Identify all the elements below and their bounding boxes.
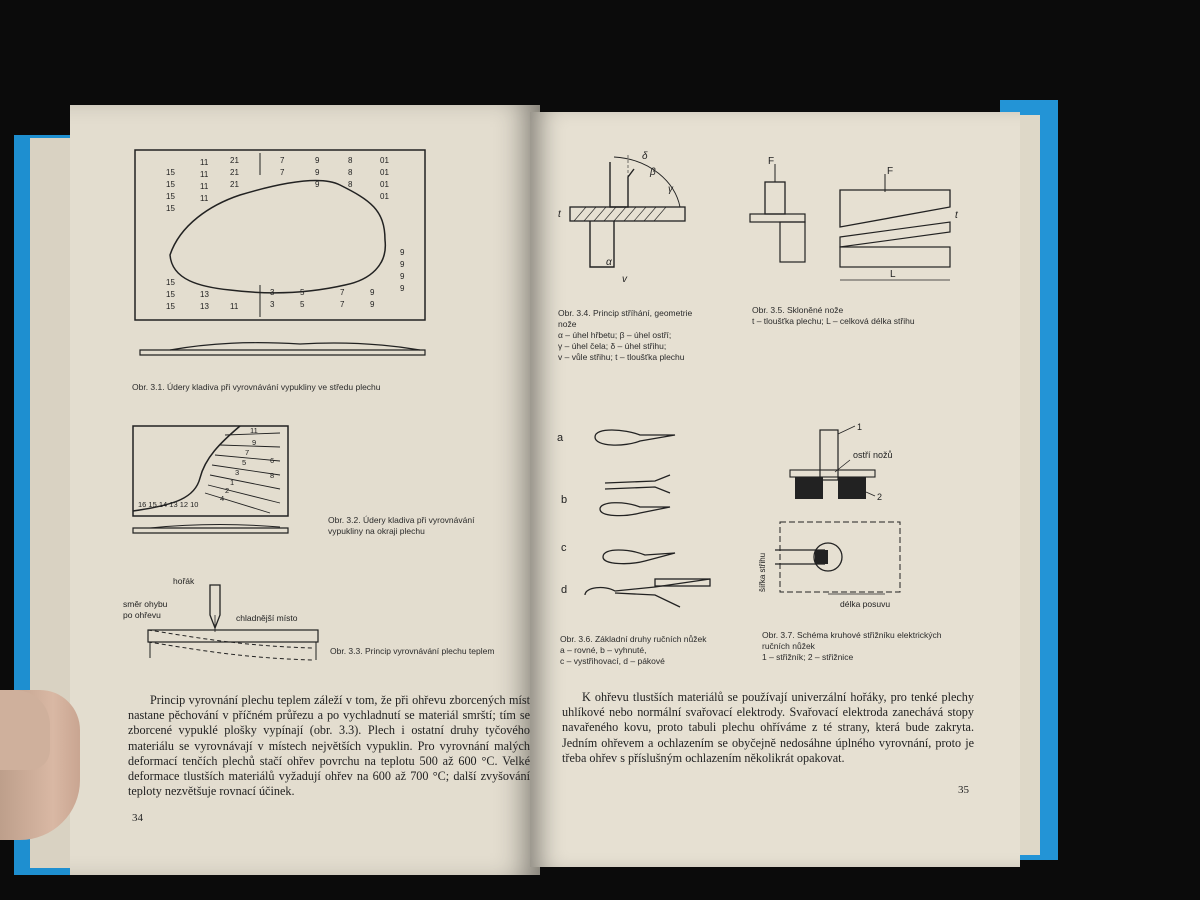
right-paragraph: K ohřevu tlustších materiálů se používají univerzální hořáky, pro tenké plechy uhlíkové nebo normální svařovací elektrody. Svařovací elektroda zanechává stopy navařeného kovu, proto tabuli plechu ohříváme z té strany, která bude zakryta. Jedním ohřevem a ochlazením se obyčejně nedosáhne úplného vyrovnání, proto je třeba ohřev s příslušným ochlazením několikrát opakovat. xyxy=(562,690,974,765)
svg-text:délka posuvu: délka posuvu xyxy=(840,599,891,609)
svg-text:15: 15 xyxy=(166,192,175,201)
page-number-right: 35 xyxy=(958,784,969,796)
svg-text:8: 8 xyxy=(348,168,353,177)
svg-text:11: 11 xyxy=(250,426,258,435)
svg-text:13: 13 xyxy=(200,302,209,311)
svg-text:15: 15 xyxy=(166,204,175,213)
svg-text:F: F xyxy=(887,166,894,177)
svg-text:9: 9 xyxy=(400,248,405,257)
svg-text:L: L xyxy=(890,269,896,280)
svg-text:21: 21 xyxy=(230,180,239,189)
svg-text:9: 9 xyxy=(370,288,375,297)
svg-text:2: 2 xyxy=(877,492,883,502)
num-col1: 15 xyxy=(166,168,175,177)
svg-text:v: v xyxy=(622,274,627,285)
figure-3-5 xyxy=(740,152,970,292)
svg-text:16 15 14 13 12 10: 16 15 14 13 12 10 xyxy=(138,500,199,509)
svg-text:7: 7 xyxy=(280,168,285,177)
left-page xyxy=(70,105,540,875)
svg-text:11: 11 xyxy=(200,182,209,191)
svg-text:t: t xyxy=(955,210,958,221)
svg-text:9: 9 xyxy=(400,260,405,269)
svg-text:21: 21 xyxy=(230,168,239,177)
svg-text:5: 5 xyxy=(242,458,247,467)
left-paragraph: Princip vyrovnání plechu teplem záleží v tom, že při ohřevu zborcených míst nastane pěchování v příčném průřezu a po vychladnutí se materiál smrští; tím se zborcené vypuklé plošky vypínají (obr. 3.3). Plech i ostatní druhy tyčového materiálu se vyrovnávají v místech největších vypuklin. Pro vyrovnání malých deformací tenčích plechů stačí ohřev povrchu na teplotu 500 až 600 °C. Velké deformace tlustších materiálů vyžadují ohřev na 600 až 700 °C; další zvyšování teploty nezvětšuje rovnací účinek. xyxy=(128,693,530,799)
svg-text:t: t xyxy=(558,209,561,220)
caption-fig-3-2: Obr. 3.2. Údery kladiva při vyrovnávání vypukliny na okraji plechu xyxy=(328,515,475,536)
svg-text:δ: δ xyxy=(642,151,648,162)
svg-text:3: 3 xyxy=(235,468,240,477)
caption-fig-3-4: Obr. 3.4. Princip stříhání, geometrie nože α – úhel hřbetu; β – úhel ostří; γ – úhel čela; δ – úhel střihu; v – vůle střihu; t – tloušťka plechu xyxy=(558,308,693,362)
svg-text:9: 9 xyxy=(315,156,320,165)
label-torch: hořák xyxy=(173,576,195,586)
svg-text:8: 8 xyxy=(348,180,353,189)
svg-text:směr ohybu: směr ohybu xyxy=(123,599,168,609)
svg-text:6: 6 xyxy=(270,456,275,465)
svg-text:11: 11 xyxy=(230,302,239,311)
svg-text:13: 13 xyxy=(200,290,209,299)
svg-text:šířka střihu: šířka střihu xyxy=(758,552,767,592)
svg-text:4: 4 xyxy=(220,494,225,503)
svg-text:γ: γ xyxy=(668,184,673,195)
caption-fig-3-1: Obr. 3.1. Údery kladiva při vyrovnávání vypukliny ve středu plechu xyxy=(132,382,381,392)
caption-fig-3-6: Obr. 3.6. Základní druhy ručních nůžek a – rovné, b – vyhnuté, c – vystřihovací, d – pákové xyxy=(560,634,707,666)
svg-text:1: 1 xyxy=(857,422,863,432)
svg-text:01: 01 xyxy=(380,192,389,201)
svg-text:11: 11 xyxy=(200,158,209,167)
svg-text:5: 5 xyxy=(300,300,305,309)
svg-text:15: 15 xyxy=(166,302,175,311)
svg-text:9: 9 xyxy=(400,272,405,281)
svg-text:01: 01 xyxy=(380,156,389,165)
svg-text:9: 9 xyxy=(315,168,320,177)
svg-text:β: β xyxy=(650,167,656,178)
svg-text:1: 1 xyxy=(230,478,235,487)
svg-text:01: 01 xyxy=(380,180,389,189)
svg-text:po ohřevu: po ohřevu xyxy=(123,610,161,620)
svg-text:11: 11 xyxy=(200,170,209,179)
svg-text:b: b xyxy=(561,494,568,506)
svg-text:8: 8 xyxy=(348,156,353,165)
svg-text:15: 15 xyxy=(166,180,175,189)
svg-text:ostří nožů: ostří nožů xyxy=(853,450,893,460)
svg-text:7: 7 xyxy=(280,156,285,165)
svg-text:2: 2 xyxy=(225,486,230,495)
svg-text:15: 15 xyxy=(166,278,175,287)
svg-text:9: 9 xyxy=(315,180,320,189)
figure-3-3 xyxy=(118,560,333,675)
figure-3-4 xyxy=(550,147,705,287)
svg-text:chladnější místo: chladnější místo xyxy=(236,613,298,623)
svg-text:9: 9 xyxy=(400,284,405,293)
caption-fig-3-3: Obr. 3.3. Princip vyrovnávání plechu teplem xyxy=(330,646,495,656)
svg-text:3: 3 xyxy=(270,288,275,297)
svg-text:F: F xyxy=(768,156,775,167)
caption-fig-3-5: Obr. 3.5. Skloněné nože t – tloušťka plechu; L – celková délka střihu xyxy=(752,305,915,326)
svg-text:11: 11 xyxy=(200,194,209,203)
right-page xyxy=(530,112,1020,867)
svg-text:5: 5 xyxy=(300,288,305,297)
figure-3-1 xyxy=(130,145,440,375)
svg-text:α: α xyxy=(606,257,612,268)
figure-3-2 xyxy=(130,423,295,543)
svg-text:9: 9 xyxy=(252,438,257,447)
page-number-left: 34 xyxy=(132,812,143,824)
figure-3-7 xyxy=(735,422,935,612)
svg-text:01: 01 xyxy=(380,168,389,177)
svg-text:7: 7 xyxy=(340,288,345,297)
svg-text:9: 9 xyxy=(370,300,375,309)
svg-text:a: a xyxy=(557,432,564,444)
svg-text:7: 7 xyxy=(245,448,250,457)
svg-text:d: d xyxy=(561,584,568,596)
svg-text:8: 8 xyxy=(270,471,275,480)
svg-text:7: 7 xyxy=(340,300,345,309)
svg-text:c: c xyxy=(561,542,567,554)
svg-text:3: 3 xyxy=(270,300,275,309)
figure-3-6 xyxy=(555,417,720,617)
svg-text:15: 15 xyxy=(166,290,175,299)
svg-text:21: 21 xyxy=(230,156,239,165)
caption-fig-3-7: Obr. 3.7. Schéma kruhové střižníku elektrických ručních nůžek 1 – střižník; 2 – střižnice xyxy=(762,630,942,662)
